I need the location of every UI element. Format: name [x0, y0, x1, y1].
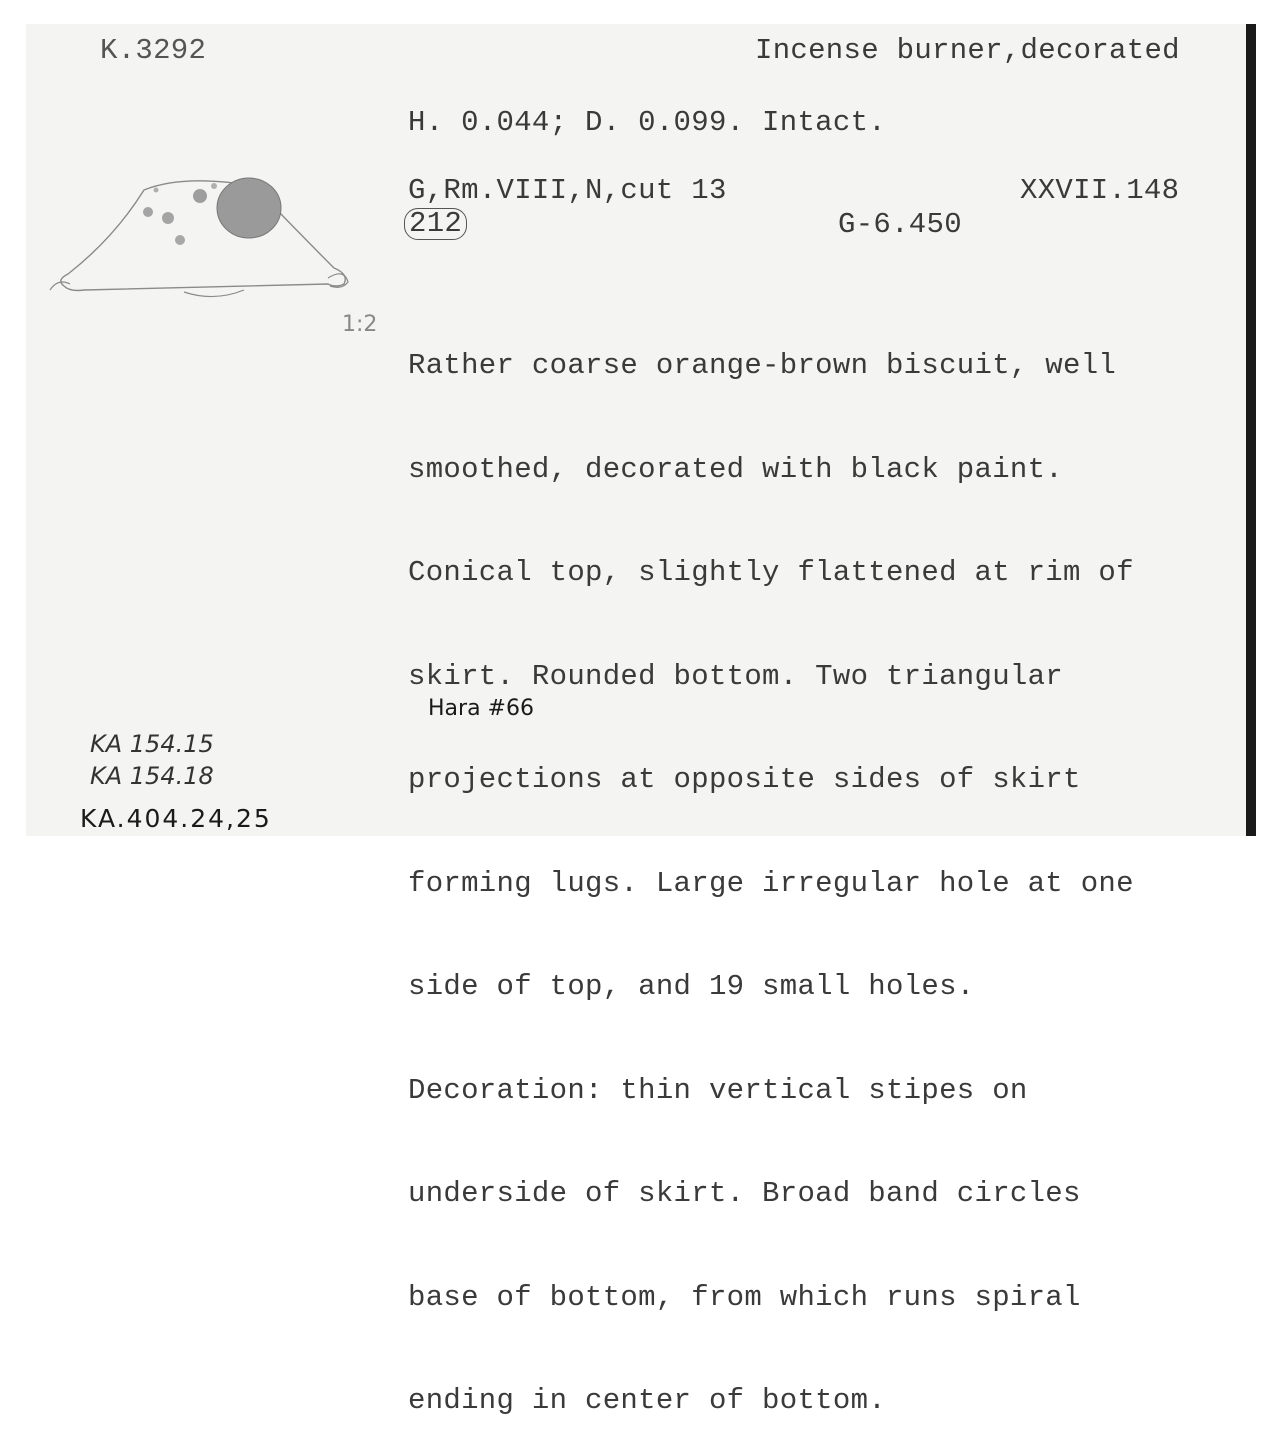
- handwritten-ka-note-3: KA.404.24,25: [80, 804, 272, 833]
- catalog-number: K.3292: [100, 34, 207, 67]
- description-block: [408, 280, 1134, 1453]
- incense-burner-sketch: [44, 168, 364, 308]
- description-line: side of top, and 19 small holes.: [408, 970, 975, 1003]
- description-line: forming lugs. Large irregular hole at one: [408, 866, 1134, 900]
- object-heading: Incense burner,decorated: [755, 34, 1180, 67]
- description-line: ending in center of bottom.: [408, 1384, 886, 1417]
- description-line: skirt. Rounded bottom. Two triangular: [408, 659, 1064, 693]
- description-line: underside of skirt. Broad band circles: [408, 1177, 1081, 1210]
- handwritten-ka-note-1: KA 154.15: [90, 730, 214, 758]
- roman-reference: XXVII.148: [1020, 174, 1180, 207]
- description-line: projections at opposite sides of skirt: [408, 763, 1081, 796]
- circled-number: 212: [404, 208, 467, 240]
- card-shadow-edge: [1246, 24, 1256, 836]
- handwritten-ka-note-2: KA 154.18: [90, 762, 214, 790]
- scale-mark: 1:2: [342, 312, 378, 337]
- description-line: Conical top, slightly flattened at rim of: [408, 556, 1134, 589]
- description-line: base of bottom, from which runs spiral: [408, 1280, 1081, 1314]
- g-reference: G-6.450: [838, 208, 962, 241]
- description-line: smoothed, decorated with black paint.: [408, 452, 1064, 486]
- description-line: Rather coarse orange-brown biscuit, well: [408, 349, 1117, 382]
- dimensions-line: H. 0.044; D. 0.099. Intact.: [408, 106, 886, 139]
- findspot-location: G,Rm.VIII,N,cut 13: [408, 174, 727, 207]
- handwritten-hara-note: Hara #66: [428, 696, 534, 721]
- description-line: Decoration: thin vertical stipes on: [408, 1073, 1028, 1107]
